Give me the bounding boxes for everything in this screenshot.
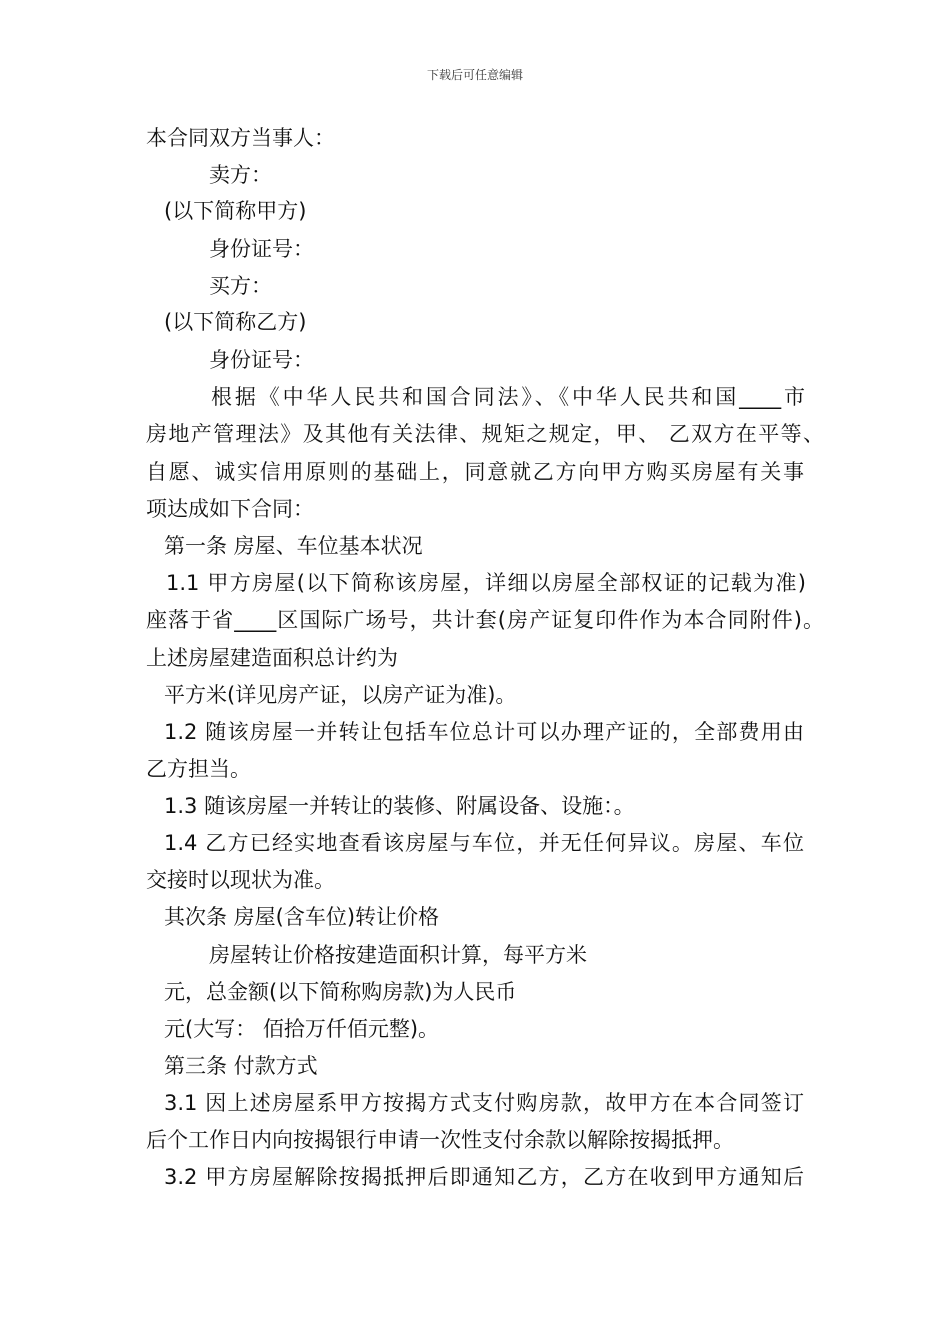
article-3-title: 第三条 付款方式 [164, 1054, 318, 1078]
article-2-line-3: 元(大写： 佰拾万仟佰元整)。 [164, 1017, 440, 1041]
preamble-line-2: 房地产管理法》及其他有关法律、规矩之规定，甲、 乙双方在平等、 [146, 422, 824, 446]
preamble-line-3: 自愿、诚实信用原则的基础上，同意就乙方向甲方购买房屋有关事 [146, 460, 804, 484]
article-2-line-1: 房屋转让价格按建造面积计算，每平方米 [209, 943, 587, 967]
clause-1-3: 1.3 随该房屋一并转让的装修、附属设备、设施：。 [164, 794, 635, 818]
seller-alias: (以下简称甲方) [164, 199, 307, 223]
clause-3-2-line-1: 3.2 甲方房屋解除按揭抵押后即通知乙方，乙方在收到甲方通知后 [164, 1165, 804, 1189]
clause-1-2-line-2: 乙方担当。 [146, 757, 251, 781]
preamble-line-1: 根据《中华人民共和国合同法》、《中华人民共和国____市 [211, 385, 805, 409]
seller-id-label: 身份证号： [209, 237, 314, 261]
clause-1-2-line-1: 1.2 随该房屋一并转让包括车位总计可以办理产证的，全部费用由 [164, 720, 804, 744]
buyer-label: 买方： [209, 274, 272, 298]
clause-1-4-line-2: 交接时以现状为准。 [146, 868, 335, 892]
page-header: 下载后可任意编辑 [426, 68, 523, 82]
clause-1-1-line-2: 座落于省____区国际广场号，共计套(房产证复印件作为本合同附件)。 [146, 608, 824, 632]
buyer-alias: (以下简称乙方) [164, 310, 307, 334]
article-1-title: 第一条 房屋、车位基本状况 [164, 534, 423, 558]
clause-1-4-line-1: 1.4 乙方已经实地查看该房屋与车位，并无任何异议。房屋、车位 [164, 831, 804, 855]
clause-3-1-line-1: 3.1 因上述房屋系甲方按揭方式支付购房款，故甲方在本合同签订 [164, 1091, 804, 1115]
clause-3-1-line-2: 后个工作日内向按揭银行申请一次性支付余款以解除按揭抵押。 [146, 1128, 734, 1152]
clause-1-1-line-3: 上述房屋建造面积总计约为 [146, 646, 398, 670]
parties-heading: 本合同双方当事人： [146, 126, 335, 150]
buyer-id-label: 身份证号： [209, 348, 314, 372]
article-2-title: 其次条 房屋(含车位)转让价格 [164, 905, 440, 929]
seller-label: 卖方： [209, 163, 272, 187]
clause-1-1-line-1: 1.1 甲方房屋(以下简称该房屋，详细以房屋全部权证的记载为准) [166, 571, 806, 595]
clause-1-1-line-4: 平方米(详见房产证，以房产证为准)。 [164, 683, 517, 707]
preamble-line-4: 项达成如下合同： [146, 497, 314, 521]
article-2-line-2: 元，总金额(以下简称购房款)为人民币 [164, 980, 517, 1004]
